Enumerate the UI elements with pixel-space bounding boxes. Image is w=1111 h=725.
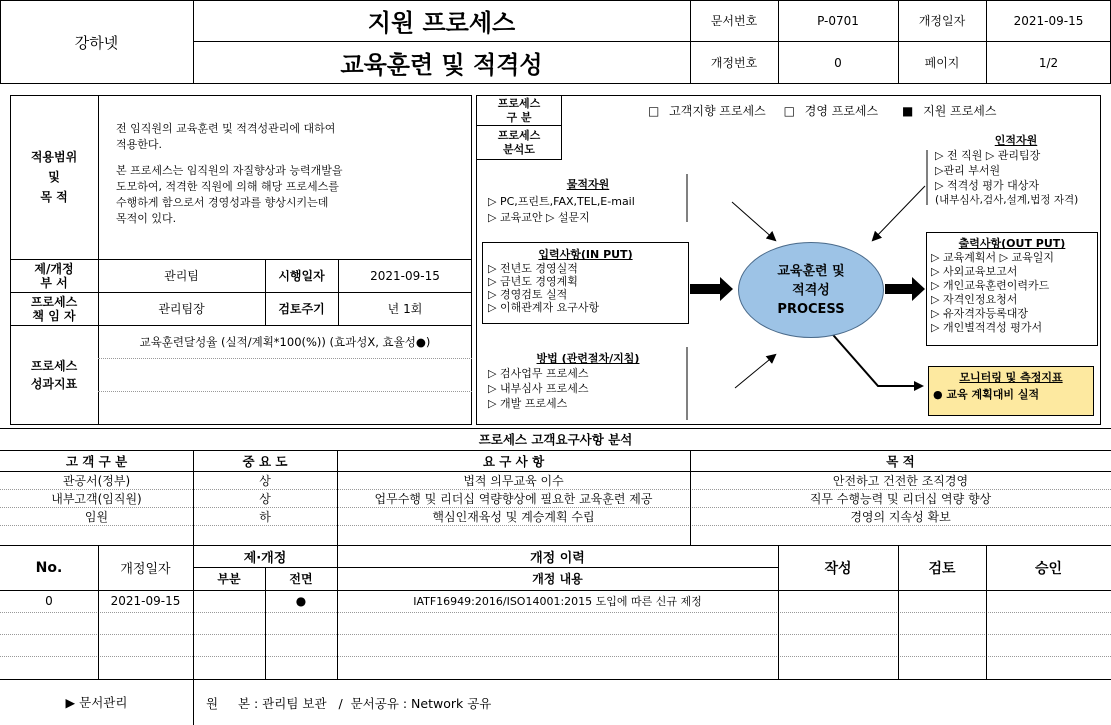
footer-text: 원 본 : 관리팀 보관 / 문서공유 : Network 공유 xyxy=(206,696,492,711)
customer-row-1-importance: 상 xyxy=(259,491,271,506)
footer-label: ▶ 문서관리 xyxy=(65,695,128,710)
customer-row-0-type: 관공서(정부) xyxy=(62,473,131,488)
col-customer-type: 고 객 구 분 xyxy=(65,453,128,469)
owner-label: 프로세스 책 임 자 xyxy=(30,294,78,323)
company-name: 강하넷 xyxy=(74,33,119,52)
human-arrow xyxy=(873,186,925,240)
customer-section-title: 프로세스 고객요구사항 분석 xyxy=(478,432,633,447)
rev-col-type: 제·개정 xyxy=(243,550,287,566)
scope-label: 적용범위 및 목 적 xyxy=(30,150,78,204)
rev-col-no: No. xyxy=(35,559,63,576)
customer-row-0-requirement: 법적 의무교육 이수 xyxy=(463,473,564,488)
human-resources: 인적자원 ▷ 전 직원 ▷ 관리팀장 ▷관리 부서원 ▷ 적격성 평가 대상자 (내부심사,검사,설계,법정 자격) xyxy=(935,134,1079,206)
kpi-value: 교육훈련달성율 (실적/계획*100(%)) (효과성X, 효율성●) xyxy=(139,334,431,349)
rev-col-full: 전면 xyxy=(289,572,313,586)
checkbox-management: □ xyxy=(783,104,795,118)
customer-row-2-importance: 하 xyxy=(259,509,271,524)
rev-col-content: 개정 내용 xyxy=(532,572,583,586)
kpi-label: 프로세스 성과지표 xyxy=(30,359,78,391)
rev-col-writer: 작성 xyxy=(824,560,852,577)
type-customer-label: 고객지향 프로세스 xyxy=(669,104,766,118)
input-arrow xyxy=(690,277,733,301)
rev-col-approve: 승인 xyxy=(1034,560,1063,577)
doc-no-label: 문서번호 xyxy=(710,14,758,28)
checkbox-customer: □ xyxy=(648,104,660,118)
rev-row-0-content: IATF16949:2016/ISO14001:2015 도입에 따른 신규 제정 xyxy=(413,595,702,608)
rev-no: 0 xyxy=(834,55,842,70)
review-value: 년 1회 xyxy=(387,302,423,316)
material-arrow xyxy=(732,202,775,240)
monitor-arrow xyxy=(827,328,922,386)
page-label: 페이지 xyxy=(924,56,960,70)
output-arrow xyxy=(885,277,925,301)
col-purpose: 목 적 xyxy=(886,453,915,469)
rev-row-0-part xyxy=(193,590,265,612)
rev-col-history: 개정 이력 xyxy=(530,550,585,566)
effective-value: 2021-09-15 xyxy=(370,268,440,283)
process-analysis-label: 프로세스 분석도 xyxy=(497,128,541,156)
rev-row-0-no: 0 xyxy=(45,594,53,608)
rev-date: 2021-09-15 xyxy=(1013,13,1084,28)
customer-row-1-type: 내부고객(임직원) xyxy=(51,491,142,506)
page-subtitle: 교육훈련 및 적격성 xyxy=(340,51,543,79)
monitoring-box: 모니터링 및 측정지표 ● 교육 계획대비 실적 xyxy=(928,366,1094,416)
customer-row-2-requirement: 핵심인재육성 및 계승계획 수립 xyxy=(432,509,595,524)
customer-row-1-requirement: 업무수행 및 리더십 역량향상에 필요한 교육훈련 제공 xyxy=(374,491,653,506)
doc-no: P-0701 xyxy=(817,13,859,28)
col-importance: 중 요 도 xyxy=(242,453,288,469)
output-box: 출력사항(OUT PUT) ▷ 교육계획서 ▷ 교육일지 ▷ 사외교육보고서 ▷ 개인교육훈련이력카드 ▷ 자격인정요청서 ▷ 유자격자등록대장 ▷ 개인별적격성 평가서 xyxy=(926,232,1098,346)
input-box: 입력사항(IN PUT) ▷ 전년도 경영실적 ▷ 금년도 경영계획 ▷ 경영검토 실적 ▷ 이해관계자 요구사항 xyxy=(482,242,689,324)
customer-row-2-type: 임원 xyxy=(84,509,109,524)
rev-col-date: 개정일자 xyxy=(120,562,171,577)
rev-col-part: 부분 xyxy=(217,572,241,586)
type-management-label: 경영 프로세스 xyxy=(804,104,879,118)
type-support-label: 지원 프로세스 xyxy=(923,104,997,118)
customer-row-1-purpose: 직무 수행능력 및 리더십 역량 향상 xyxy=(809,491,992,506)
dept-label: 제/개정 부 서 xyxy=(34,261,74,290)
rev-row-0-full: ● xyxy=(295,594,307,608)
method-section: 방법 (관련절차/지침) ▷ 검사업무 프로세스 ▷ 내부심사 프로세스 ▷ 개발 프로세스 xyxy=(488,352,640,410)
customer-row-0-importance: 상 xyxy=(259,473,271,488)
page-number: 1/2 xyxy=(1038,55,1059,70)
col-requirement: 요 구 사 항 xyxy=(482,453,545,469)
effective-label: 시행일자 xyxy=(278,269,325,283)
method-arrow xyxy=(735,355,775,388)
rev-col-review: 검토 xyxy=(928,560,956,577)
rev-date-label: 개정일자 xyxy=(918,14,966,28)
checkbox-support: ■ xyxy=(901,104,914,118)
dept-value: 관리팀 xyxy=(164,269,199,283)
scope-text: 전 임직원의 교육훈련 및 적격성관리에 대하여 적용한다. 본 프로세스는 임직원의 자질향상과 능력개발을 도모하여, 적격한 직원에 의해 해당 프로세스를 수행하게 함으로서 경영성과를 향상시키는데 목적이 있다. xyxy=(116,122,343,225)
process-ellipse: 교육훈련 및 적격성 PROCESS xyxy=(738,242,884,338)
owner-value: 관리팀장 xyxy=(158,302,205,316)
rev-no-label: 개정번호 xyxy=(710,56,758,70)
customer-row-0-purpose: 안전하고 건전한 조직경영 xyxy=(832,473,969,488)
page-title: 지원 프로세스 xyxy=(367,9,516,37)
process-type-label: 프로세스 구 분 xyxy=(497,96,541,124)
customer-row-2-purpose: 경영의 지속성 확보 xyxy=(850,509,951,524)
material-resources: 물적자원 ▷ PC,프린트,FAX,TEL,E-mail ▷ 교육교안 ▷ 설문지 xyxy=(488,178,635,224)
rev-row-0-date: 2021-09-15 xyxy=(110,594,181,608)
review-label: 검토주기 xyxy=(278,302,325,316)
